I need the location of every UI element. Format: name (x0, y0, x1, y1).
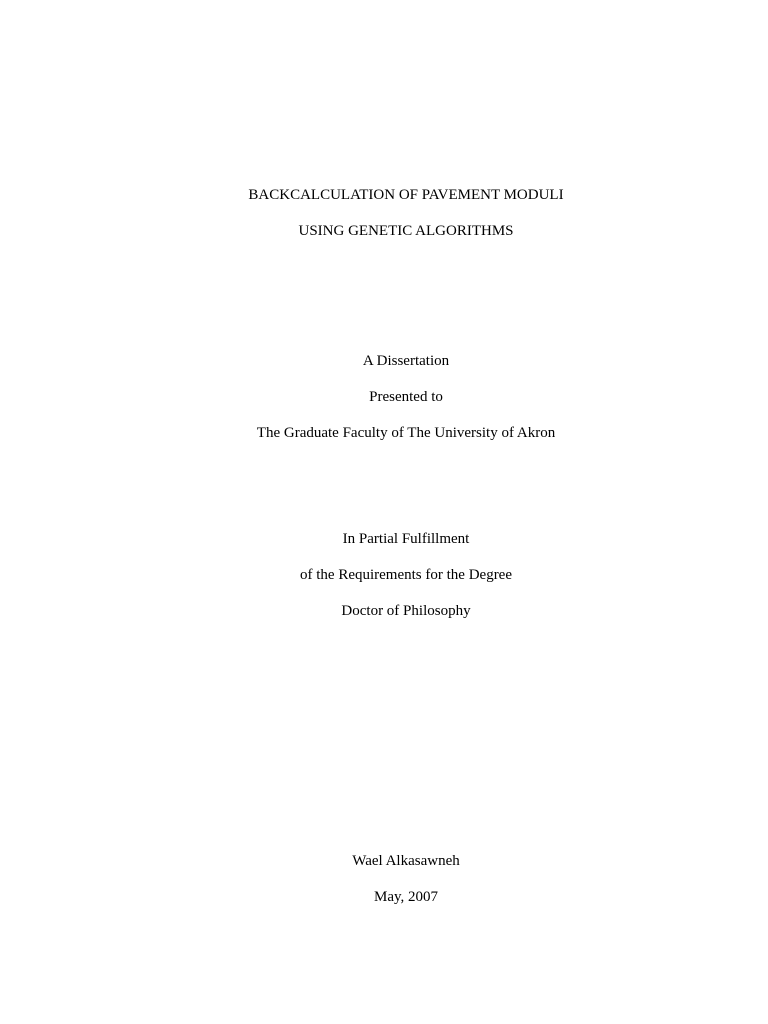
requirements-line: of the Requirements for the Degree (300, 567, 512, 583)
degree-line: Doctor of Philosophy (341, 603, 471, 619)
partial-fulfillment: In Partial Fulfillment (342, 531, 470, 547)
presented-to: Presented to (369, 389, 443, 405)
title-line-2: USING GENETIC ALGORITHMS (298, 223, 514, 239)
faculty-line: The Graduate Faculty of The University of Akron (256, 425, 556, 441)
author-name: Wael Alkasawneh (352, 853, 460, 869)
title-line-1: BACKCALCULATION OF PAVEMENT MODULI (248, 187, 564, 203)
date-line: May, 2007 (373, 889, 439, 905)
document-type: A Dissertation (362, 353, 450, 369)
